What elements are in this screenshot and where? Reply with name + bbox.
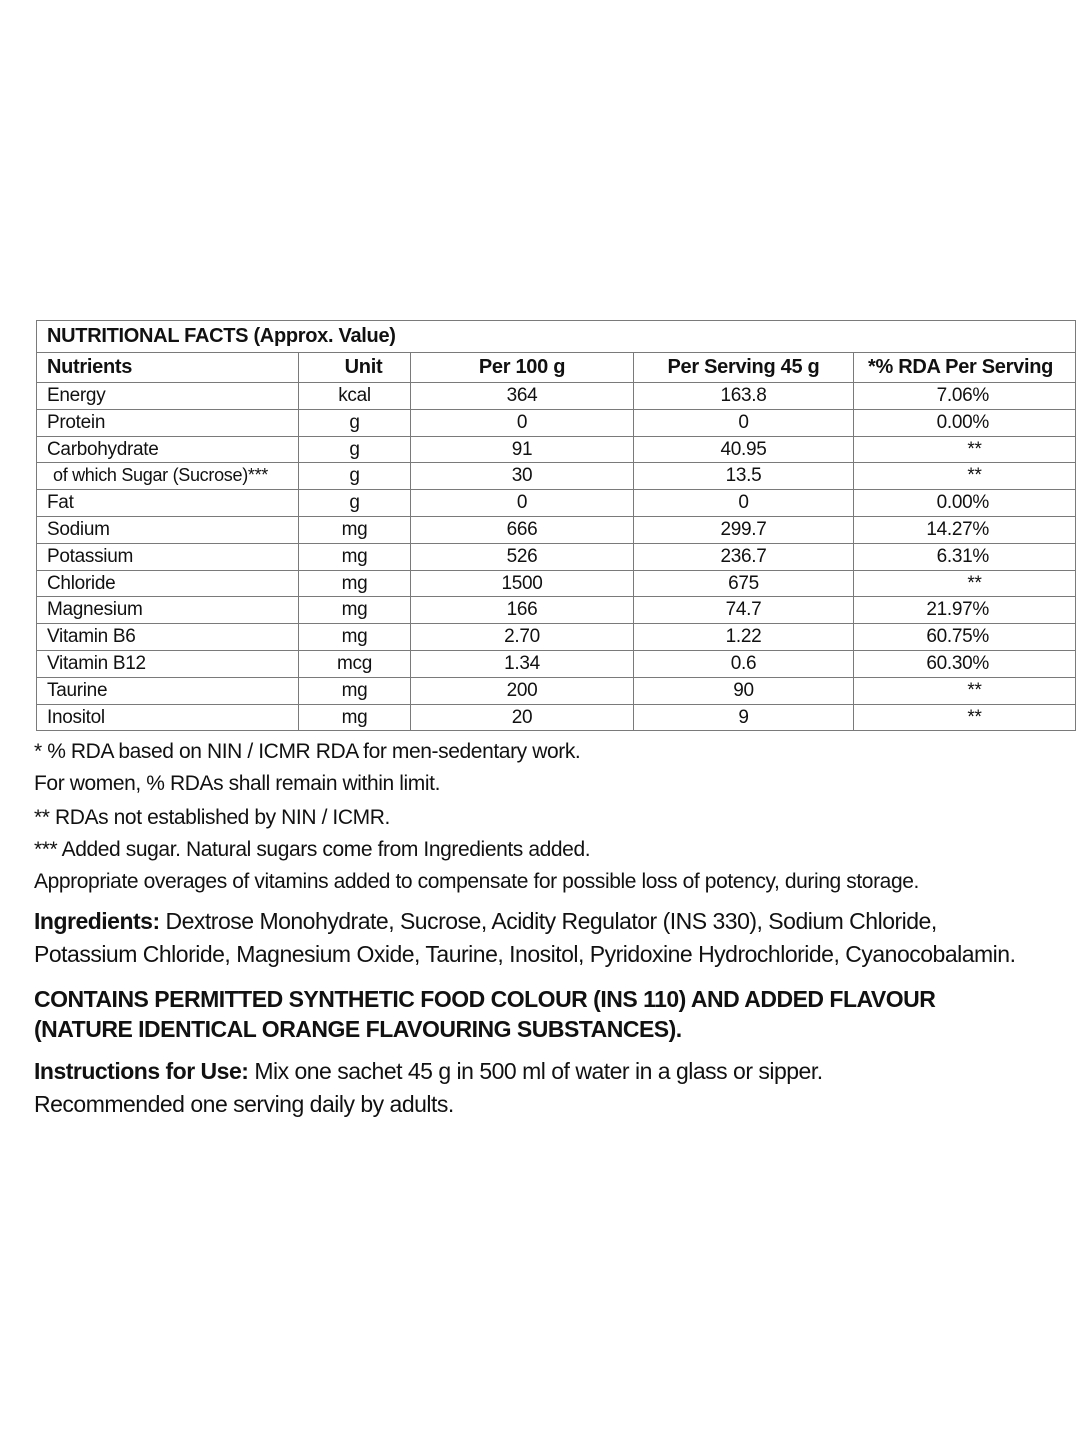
table-row	[37, 597, 1076, 624]
ingredients-label: Ingredients:	[34, 908, 166, 934]
nutrient-rda: **	[854, 704, 1076, 731]
table-row	[37, 383, 1076, 410]
nutrient-per-serving: 236.7	[634, 543, 854, 570]
nutrient-per-serving: 0.6	[634, 650, 854, 677]
header-per-100g: Per 100 g	[411, 353, 634, 383]
nutrient-name: Inositol	[37, 704, 299, 731]
nutrient-rda: 6.31%	[854, 543, 1076, 570]
table-row	[37, 516, 1076, 543]
table-row	[37, 624, 1076, 651]
table-row	[37, 436, 1076, 463]
nutrient-unit: g	[299, 463, 411, 490]
nutrient-per-serving: 1.22	[634, 624, 854, 651]
nutrient-name: Protein	[37, 409, 299, 436]
nutrient-unit: kcal	[299, 383, 411, 410]
nutrient-unit: mg	[299, 704, 411, 731]
footnote-rda-basis: * % RDA based on NIN / ICMR RDA for men-sedentary work.	[34, 740, 581, 763]
contains-line-1: CONTAINS PERMITTED SYNTHETIC FOOD COLOUR (INS 110) AND ADDED FLAVOUR	[34, 986, 936, 1012]
nutrient-name: Fat	[37, 490, 299, 517]
nutrient-per-serving: 90	[634, 677, 854, 704]
table-header-row	[37, 353, 1076, 383]
nutrient-per-100g: 20	[411, 704, 634, 731]
ingredients-line-2: Potassium Chloride, Magnesium Oxide, Taurine, Inositol, Pyridoxine Hydrochloride, Cyanocobalamin.	[34, 941, 1016, 967]
nutrient-rda: **	[854, 677, 1076, 704]
table-row	[37, 490, 1076, 517]
nutrient-name: Magnesium	[37, 597, 299, 624]
table-row	[37, 463, 1076, 490]
contains-line-2: (NATURE IDENTICAL ORANGE FLAVOURING SUBSTANCES).	[34, 1016, 682, 1042]
nutrient-per-100g: 166	[411, 597, 634, 624]
nutrient-rda: 0.00%	[854, 409, 1076, 436]
nutrient-per-100g: 364	[411, 383, 634, 410]
nutrient-name: Energy	[37, 383, 299, 410]
nutrient-per-serving: 675	[634, 570, 854, 597]
nutrient-unit: mg	[299, 543, 411, 570]
nutrient-name: Taurine	[37, 677, 299, 704]
nutrient-unit: mg	[299, 677, 411, 704]
table-row	[37, 677, 1076, 704]
nutrition-facts-table	[36, 320, 1076, 731]
nutrient-unit: g	[299, 490, 411, 517]
nutrient-name: of which Sugar (Sucrose)***	[37, 463, 299, 490]
ingredients	[34, 905, 1044, 971]
colour-flavour-statement	[34, 984, 1044, 1044]
nutrient-per-100g: 200	[411, 677, 634, 704]
nutrient-name: Chloride	[37, 570, 299, 597]
footnote-not-established: ** RDAs not established by NIN / ICMR.	[34, 806, 390, 829]
instructions	[34, 1055, 1044, 1121]
nutrient-unit: mg	[299, 624, 411, 651]
table-row	[37, 650, 1076, 677]
nutrient-per-100g: 30	[411, 463, 634, 490]
nutrient-per-100g: 1500	[411, 570, 634, 597]
nutrient-per-100g: 666	[411, 516, 634, 543]
header-rda: *% RDA Per Serving	[854, 353, 1076, 383]
nutrient-name: Carbohydrate	[37, 436, 299, 463]
nutrient-per-100g: 526	[411, 543, 634, 570]
nutrient-rda: 60.30%	[854, 650, 1076, 677]
nutrient-per-100g: 0	[411, 409, 634, 436]
ingredients-line-1: Dextrose Monohydrate, Sucrose, Acidity Regulator (INS 330), Sodium Chloride,	[165, 908, 937, 934]
nutrient-unit: g	[299, 409, 411, 436]
nutrient-per-100g: 91	[411, 436, 634, 463]
nutrient-per-100g: 0	[411, 490, 634, 517]
footnote-overages: Appropriate overages of vitamins added to compensate for possible loss of potency, during storage.	[34, 870, 919, 893]
nutrition-label	[36, 320, 1054, 731]
nutrient-per-serving: 40.95	[634, 436, 854, 463]
nutrient-unit: mg	[299, 570, 411, 597]
nutrient-per-serving: 9	[634, 704, 854, 731]
nutrient-unit: mcg	[299, 650, 411, 677]
nutrient-rda: **	[854, 570, 1076, 597]
header-nutrients: Nutrients	[37, 353, 299, 383]
footnote-added-sugar: *** Added sugar. Natural sugars come from Ingredients added.	[34, 838, 591, 861]
nutrient-name: Vitamin B6	[37, 624, 299, 651]
nutrient-per-serving: 74.7	[634, 597, 854, 624]
nutrient-rda: 14.27%	[854, 516, 1076, 543]
nutrient-per-serving: 13.5	[634, 463, 854, 490]
table-row	[37, 543, 1076, 570]
table-row	[37, 409, 1076, 436]
footnotes	[34, 736, 1044, 898]
instructions-label: Instructions for Use:	[34, 1058, 255, 1084]
nutrient-name: Vitamin B12	[37, 650, 299, 677]
nutrient-unit: mg	[299, 516, 411, 543]
nutrient-unit: mg	[299, 597, 411, 624]
nutrient-unit: g	[299, 436, 411, 463]
footnote-women: For women, % RDAs shall remain within limit.	[34, 772, 441, 795]
nutrient-per-100g: 1.34	[411, 650, 634, 677]
header-unit: Unit	[299, 353, 411, 383]
instructions-line-2: Recommended one serving daily by adults.	[34, 1091, 454, 1117]
table-row	[37, 704, 1076, 731]
nutrient-rda: **	[854, 463, 1076, 490]
table-title-row	[37, 321, 1076, 353]
table-title: NUTRITIONAL FACTS (Approx. Value)	[37, 321, 1076, 353]
nutrient-rda: 21.97%	[854, 597, 1076, 624]
nutrient-name: Potassium	[37, 543, 299, 570]
nutrient-per-serving: 299.7	[634, 516, 854, 543]
header-per-serving: Per Serving 45 g	[634, 353, 854, 383]
nutrient-name: Sodium	[37, 516, 299, 543]
instructions-line-1: Mix one sachet 45 g in 500 ml of water in a glass or sipper.	[254, 1058, 823, 1084]
nutrient-per-100g: 2.70	[411, 624, 634, 651]
nutrient-rda: 7.06%	[854, 383, 1076, 410]
nutrient-per-serving: 0	[634, 409, 854, 436]
nutrient-rda: **	[854, 436, 1076, 463]
nutrient-rda: 60.75%	[854, 624, 1076, 651]
nutrient-per-serving: 163.8	[634, 383, 854, 410]
table-row	[37, 570, 1076, 597]
nutrient-per-serving: 0	[634, 490, 854, 517]
nutrient-rda: 0.00%	[854, 490, 1076, 517]
